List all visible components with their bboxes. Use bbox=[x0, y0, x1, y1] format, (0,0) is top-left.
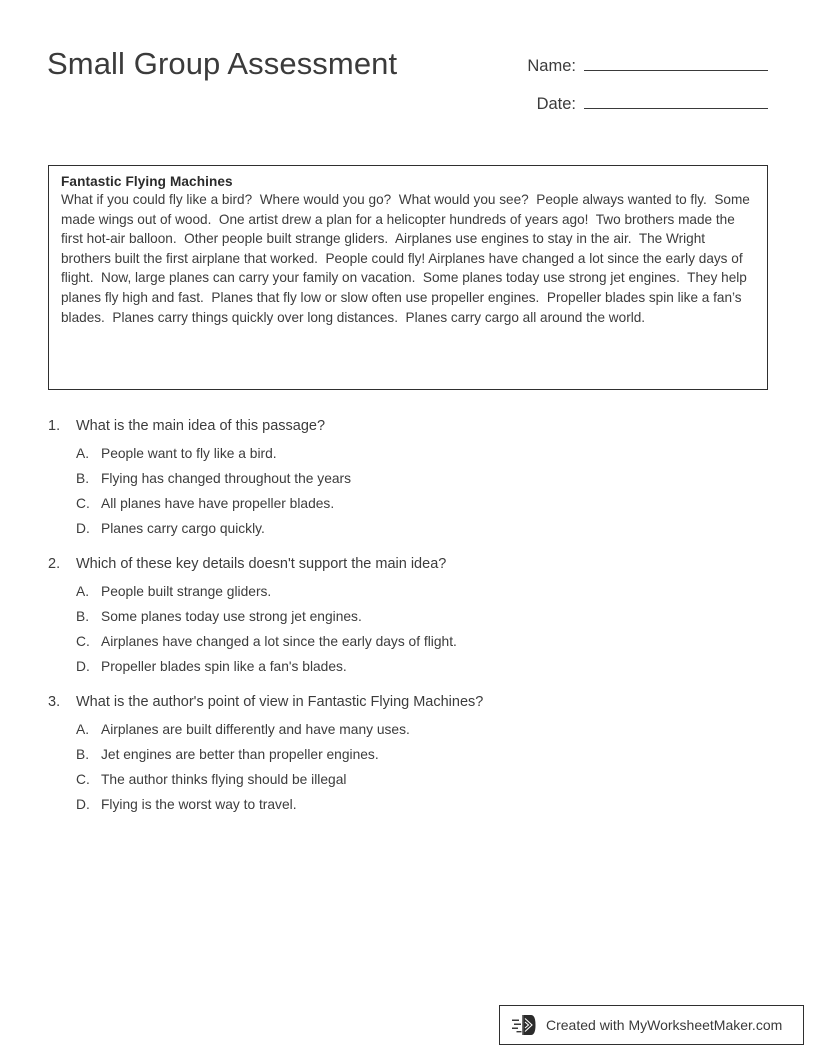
page-title: Small Group Assessment bbox=[47, 46, 398, 81]
answer-option[interactable] bbox=[0, 634, 816, 649]
reading-passage-box bbox=[48, 165, 768, 390]
option-letter: A. bbox=[76, 446, 90, 461]
answer-option[interactable] bbox=[0, 446, 816, 461]
answer-option[interactable] bbox=[0, 471, 816, 486]
name-field-label: Name: bbox=[527, 57, 576, 75]
option-letter: C. bbox=[76, 496, 90, 511]
question-line bbox=[0, 556, 816, 572]
option-text: Jet engines are better than propeller engines. bbox=[101, 747, 379, 762]
question-text: Which of these key details doesn't support the main idea? bbox=[76, 556, 447, 572]
option-letter: D. bbox=[76, 521, 90, 536]
question-block bbox=[0, 418, 816, 536]
footer-attribution-badge[interactable] bbox=[499, 1005, 804, 1045]
date-field-input-line[interactable] bbox=[584, 90, 768, 109]
option-text: Airplanes are built differently and have many uses. bbox=[101, 722, 410, 737]
answer-option[interactable] bbox=[0, 747, 816, 762]
passage-body-text: What if you could fly like a bird? Where would you go? What would you see? People always wanted to fly. Some made wings out of wood. One artist drew a plan for a helicopter hundreds of years ago! Two brothers made the first hot-air balloon. Other people built strange gliders. Airplanes use engines to stay in the air. The Wright brothers built the first airplane that worked. People could fly! Airplanes have changed a lot since the early days of flight. Now, large planes can carry your family on vacation. Some planes today use strong jet engines. They help planes fly high and fast. Planes that fly low or slow often use propeller engines. Propeller blades spin like a fan’s blades. Planes carry things quickly over long distances. Planes carry cargo all around the world. bbox=[61, 192, 754, 325]
name-field-row bbox=[498, 52, 768, 76]
option-text: Some planes today use strong jet engines. bbox=[101, 609, 362, 624]
question-number: 1. bbox=[48, 418, 61, 434]
option-text: The author thinks flying should be illegal bbox=[101, 772, 347, 787]
option-text: Propeller blades spin like a fan's blades. bbox=[101, 659, 347, 674]
question-block bbox=[0, 556, 816, 674]
option-text: Airplanes have changed a lot since the early days of flight. bbox=[101, 634, 457, 649]
question-block bbox=[0, 694, 816, 812]
answer-option[interactable] bbox=[0, 772, 816, 787]
question-number: 2. bbox=[48, 556, 61, 572]
option-text: Flying has changed throughout the years bbox=[101, 471, 352, 486]
question-text: What is the author's point of view in Fantastic Flying Machines? bbox=[76, 694, 484, 710]
option-letter: A. bbox=[76, 584, 90, 599]
option-letter: B. bbox=[76, 609, 90, 624]
date-field-row bbox=[498, 90, 768, 114]
question-number: 3. bbox=[48, 694, 61, 710]
answer-option[interactable] bbox=[0, 496, 816, 511]
footer-badge-text: Created with MyWorksheetMaker.com bbox=[546, 1017, 783, 1033]
option-letter: D. bbox=[76, 797, 90, 812]
worksheet-header bbox=[0, 0, 816, 140]
option-letter: D. bbox=[76, 659, 90, 674]
option-letter: C. bbox=[76, 634, 90, 649]
question-line bbox=[0, 418, 816, 434]
passage-title: Fantastic Flying Machines bbox=[61, 174, 233, 189]
option-letter: A. bbox=[76, 722, 90, 737]
answer-option[interactable] bbox=[0, 722, 816, 737]
answer-option[interactable] bbox=[0, 797, 816, 812]
reading-passage-inner bbox=[49, 166, 767, 327]
option-text: Flying is the worst way to travel. bbox=[101, 797, 297, 812]
answer-option[interactable] bbox=[0, 521, 816, 536]
option-text: People built strange gliders. bbox=[101, 584, 272, 599]
option-letter: B. bbox=[76, 471, 90, 486]
option-text: Planes carry cargo quickly. bbox=[101, 521, 265, 536]
name-field-input-line[interactable] bbox=[584, 52, 768, 71]
option-text: People want to fly like a bird. bbox=[101, 446, 277, 461]
question-line bbox=[0, 694, 816, 710]
answer-option[interactable] bbox=[0, 609, 816, 624]
option-text: All planes have have propeller blades. bbox=[101, 496, 335, 511]
answer-option[interactable] bbox=[0, 584, 816, 599]
option-letter: C. bbox=[76, 772, 90, 787]
questions-list bbox=[0, 418, 816, 832]
winged-page-logo-icon bbox=[512, 1013, 538, 1037]
question-text: What is the main idea of this passage? bbox=[76, 418, 326, 434]
option-letter: B. bbox=[76, 747, 90, 762]
answer-option[interactable] bbox=[0, 659, 816, 674]
date-field-label: Date: bbox=[536, 95, 576, 113]
